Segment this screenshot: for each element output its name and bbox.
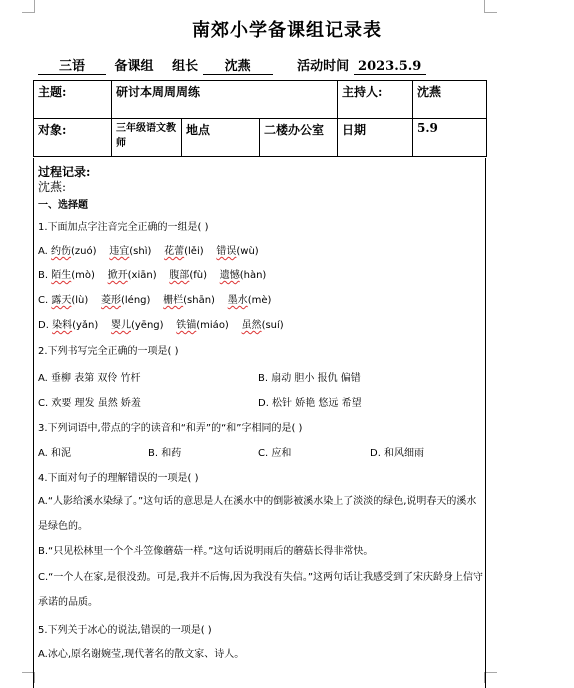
place-label: 地点 [182, 119, 260, 157]
document-title: 南郊小学备课组记录表 [192, 20, 382, 41]
q3-option-c: C. 应和 [258, 448, 292, 459]
target-label: 对象: [34, 119, 112, 157]
target-value: 三年级语文教师 [112, 119, 182, 157]
host-label: 主持人: [338, 81, 413, 119]
group-label: 备课组 [114, 59, 154, 74]
q1-option-a: A. 约伤(zuó) 违宜(shì) 花蕾(lěi) 错误(wù) [38, 246, 259, 257]
q2-option-b: B. 扇动 胆小 报仇 偏错 [258, 373, 361, 384]
leader-value: 沈燕 [203, 55, 273, 75]
place-value: 二楼办公室 [260, 119, 338, 157]
time-value: 2023.5.9 [354, 59, 426, 75]
q5-option-a: A.冰心,原名谢婉莹,现代著名的散文家、诗人。 [38, 649, 245, 660]
q2-option-d: D. 松针 娇艳 悠远 希望 [258, 398, 362, 409]
subject-value: 三语 [38, 55, 106, 75]
q4-stem: 4.下面对句子的理解错误的一项是( ) [38, 473, 199, 484]
q1-option-b: B. 陌生(mò) 掀开(xiān) 腹部(fù) 遗憾(hàn) [38, 270, 267, 281]
date-value: 5.9 [413, 119, 487, 157]
meta-table [33, 80, 487, 157]
crop-mark-top-left [22, 0, 35, 13]
q4-option-c: C.“一个人在家,是很没劲。可是,我并不后悔,因为我没有失信。”这两句话让我感受到了宋庆龄身上信守承诺的品质。 [38, 572, 484, 608]
crop-mark-top-right [484, 0, 497, 13]
q4-option-a: A.“人影给溪水染绿了。”这句话的意思是人在溪水中的倒影被溪水染上了淡淡的绿色,说明春天的溪水是绿色的。 [38, 496, 477, 532]
q3-option-a: A. 和泥 [38, 448, 72, 459]
q1-option-c: C. 露天(lù) 菱形(léng) 栅栏(shān) 墨水(mè) [38, 295, 272, 306]
host-value: 沈燕 [413, 81, 487, 119]
q1-option-d: D. 染料(yǎn) 婴儿(yēng) 铁锚(miáo) 虽然(suí) [38, 320, 284, 331]
q1-stem: 1.下面加点字注音完全正确的一组是( ) [38, 222, 209, 233]
q2-stem: 2.下列书写完全正确的一项是( ) [38, 346, 179, 357]
q2-option-c: C. 欢要 理发 虽然 娇羞 [38, 398, 141, 409]
speaker-label: 沈燕: [38, 180, 67, 194]
q4-option-b: B.“只见松林里一个个斗笠像蘑菇一样。”这句话说明雨后的蘑菇长得非常快。 [38, 546, 374, 557]
q3-option-b: B. 和药 [148, 448, 182, 459]
q3-stem: 3.下列词语中,带点的字的读音和“和弄”的“和”字相同的是( ) [38, 423, 303, 434]
q5-stem: 5.下列关于冰心的说法,错误的一项是( ) [38, 625, 212, 636]
header-line [38, 55, 426, 75]
topic-label: 主题: [34, 81, 112, 119]
time-label: 活动时间 [297, 59, 350, 74]
date-label: 日期 [338, 119, 413, 157]
leader-label: 组长 [172, 59, 199, 74]
section-heading: 一、选择题 [38, 200, 88, 211]
q3-option-d: D. 和风细雨 [370, 448, 425, 459]
topic-value: 研讨本周周周练 [112, 81, 338, 119]
record-heading: 过程记录: [38, 165, 91, 179]
q2-option-a: A. 垂柳 表第 双伶 竹杆 [38, 373, 141, 384]
